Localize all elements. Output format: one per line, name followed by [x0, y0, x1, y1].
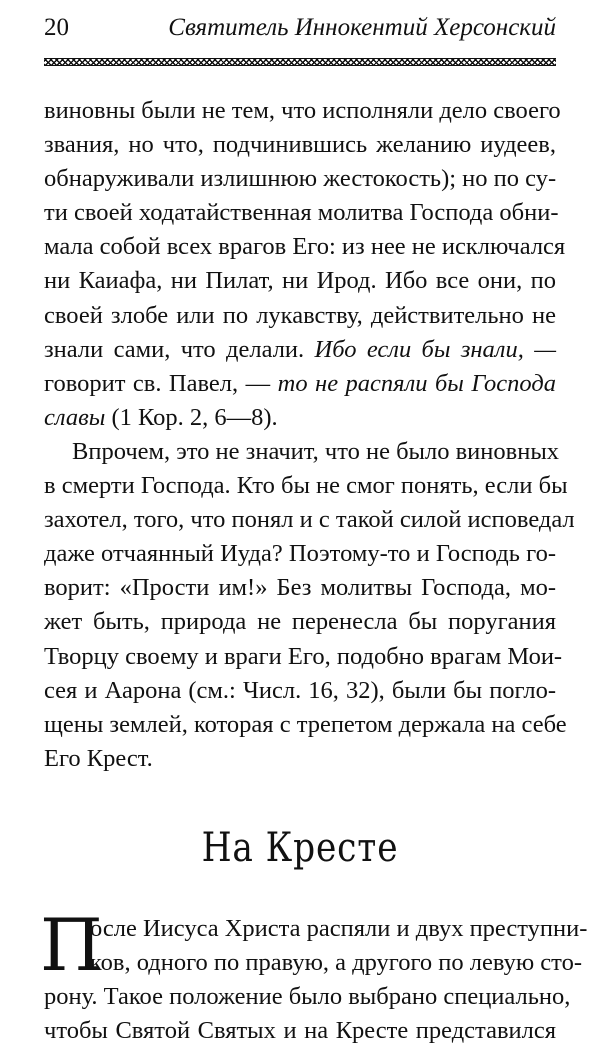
running-title: Святитель Иннокентий Херсонский [168, 14, 556, 41]
running-header [44, 14, 556, 54]
text-line: ков, одного по правую, а другого по левую сто- [90, 948, 582, 976]
text-line [44, 333, 556, 367]
text-line: Впрочем, это не значит, что не было виновных [72, 437, 560, 465]
text-line: ти своей ходатайственная молитва Господа обни- [44, 199, 559, 227]
drop-cap: П [40, 902, 103, 987]
text-line: Его Крест. [44, 744, 153, 772]
text-line: щены землей, которая с трепетом держала на себе [44, 710, 567, 738]
text-line: чтобы Святой Святых и на Кресте представился [44, 1017, 556, 1045]
quote-italic: славы [44, 403, 106, 431]
page-number: 20 [44, 14, 69, 41]
text-line: ворит: «Прости им!» Без молитвы Господа, мо- [44, 574, 556, 602]
text-line: обнаруживали излишнюю жестокость); но по су- [44, 165, 557, 193]
text-line: жет быть, природа не перенесла бы поругания [44, 608, 556, 636]
text-line: звания, но что, подчинившись желанию иудеев, [44, 131, 556, 159]
paragraph-1 [44, 94, 566, 435]
text-line: в смерти Господа. Кто бы не смог понять, если бы [44, 472, 568, 500]
header-ornament-rule [44, 58, 556, 66]
scripture-reference: (1 Кор. 2, 6—8). [105, 403, 278, 431]
quote-italic: то не распяли бы Господа [277, 369, 556, 397]
text-segment: говорит св. Павел, — [44, 369, 278, 397]
body-text [40, 94, 588, 1048]
text-line: своей злобе или по лукавству, действительно не [44, 301, 556, 329]
quote-italic: Ибо если бы знали, — [314, 335, 556, 363]
text-line: даже отчаянный Иуда? Поэтому-то и Господь го- [44, 540, 556, 568]
paragraph-2 [44, 435, 575, 776]
text-line: ни Каиафа, ни Пилат, ни Ирод. Ибо все они, по [44, 267, 556, 295]
text-line: осле Иисуса Христа распяли и двух преступни- [90, 914, 588, 942]
text-line: рону. Такое положение было выбрано специально, [44, 983, 571, 1011]
text-line: Творцу своему и враги Его, подобно врагам Мои- [44, 642, 563, 670]
book-page [40, 14, 588, 1048]
text-line [44, 401, 556, 435]
text-line: виновны были не тем, что исполняли дело своего [44, 97, 561, 124]
text-line: мала собой всех врагов Его: из нее не исключался [44, 233, 566, 261]
text-segment: знали сами, что делали. [44, 335, 315, 363]
text-line: сея и Аарона (см.: Числ. 16, 32), были бы погло- [44, 676, 556, 704]
section-title: На Кресте [201, 824, 399, 871]
text-line [44, 367, 556, 401]
text-line: захотел, того, что понял и с такой силой исповедал [44, 506, 575, 534]
paragraph-3 [40, 902, 588, 1048]
